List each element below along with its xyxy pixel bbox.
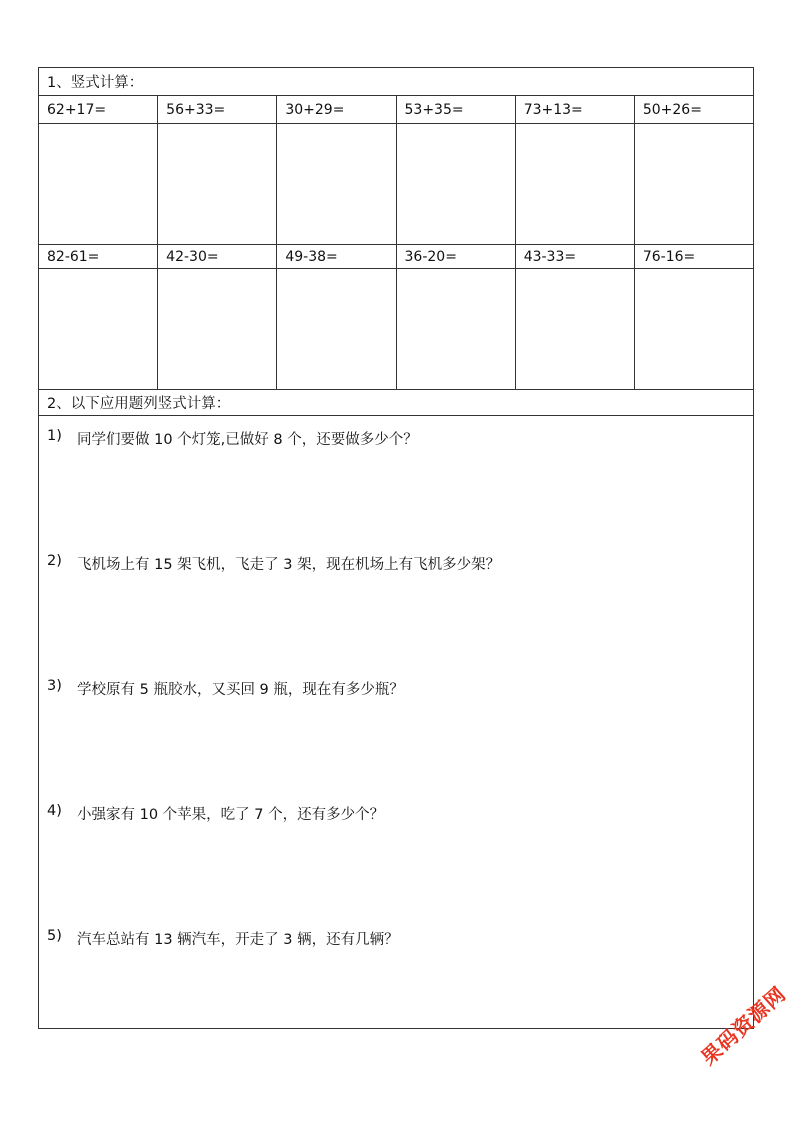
equation-cell: 53+35= — [397, 96, 516, 123]
problem-text: 同学们要做 10 个灯笼,已做好 8 个，还要做多少个？ — [77, 432, 418, 448]
equation-cell: 73+13= — [516, 96, 635, 123]
word-problem-1 — [47, 428, 418, 449]
equation-cell: 36-20= — [397, 245, 516, 268]
work-space-cell — [516, 269, 635, 389]
equation-cell: 43-33= — [516, 245, 635, 268]
equation-cell: 62+17= — [39, 96, 158, 123]
work-space-row-1 — [38, 124, 754, 245]
work-space-cell — [635, 269, 753, 389]
worksheet — [38, 67, 754, 1029]
equation-row-2 — [38, 245, 754, 269]
problem-number: 4) — [47, 803, 62, 819]
work-space-cell — [158, 124, 277, 244]
section1-title: 1、竖式计算： — [38, 67, 754, 96]
work-space-cell — [39, 124, 158, 244]
problem-number: 1) — [47, 428, 62, 444]
equation-cell: 30+29= — [277, 96, 396, 123]
work-space-cell — [277, 124, 396, 244]
work-space-cell — [277, 269, 396, 389]
work-space-cell — [635, 124, 753, 244]
problem-text: 学校原有 5 瓶胶水，又买回 9 瓶，现在有多少瓶？ — [77, 682, 404, 698]
watermark-stamp: 果码资源网 — [696, 981, 791, 1070]
word-problems-box — [38, 416, 754, 1029]
equation-cell: 76-16= — [642, 248, 696, 265]
equation-cell: 56+33= — [158, 96, 277, 123]
work-space-cell — [397, 124, 516, 244]
word-problem-3 — [47, 678, 404, 699]
equation-cell: 50+26= — [642, 101, 702, 118]
work-space-cell — [516, 124, 635, 244]
problem-text: 汽车总站有 13 辆汽车，开走了 3 辆，还有几辆？ — [77, 932, 399, 948]
equation-cell: 42-30= — [158, 245, 277, 268]
work-space-row-2 — [38, 269, 754, 390]
section2-title: 2、以下应用题列竖式计算： — [38, 390, 754, 416]
work-space-cell — [158, 269, 277, 389]
equation-row-1 — [38, 96, 754, 124]
problem-text: 飞机场上有 15 架飞机，飞走了 3 架，现在机场上有飞机多少架？ — [77, 557, 501, 573]
work-space-cell — [397, 269, 516, 389]
equation-cell: 82-61= — [39, 245, 158, 268]
word-problem-2 — [47, 553, 500, 574]
problem-number: 2) — [47, 553, 62, 569]
work-space-cell — [39, 269, 158, 389]
problem-number: 3) — [47, 678, 62, 694]
equation-cell: 49-38= — [277, 245, 396, 268]
problem-number: 5) — [47, 928, 62, 944]
problem-text: 小强家有 10 个苹果，吃了 7 个，还有多少个？ — [77, 807, 385, 823]
word-problem-4 — [47, 803, 384, 824]
word-problem-5 — [47, 928, 399, 949]
